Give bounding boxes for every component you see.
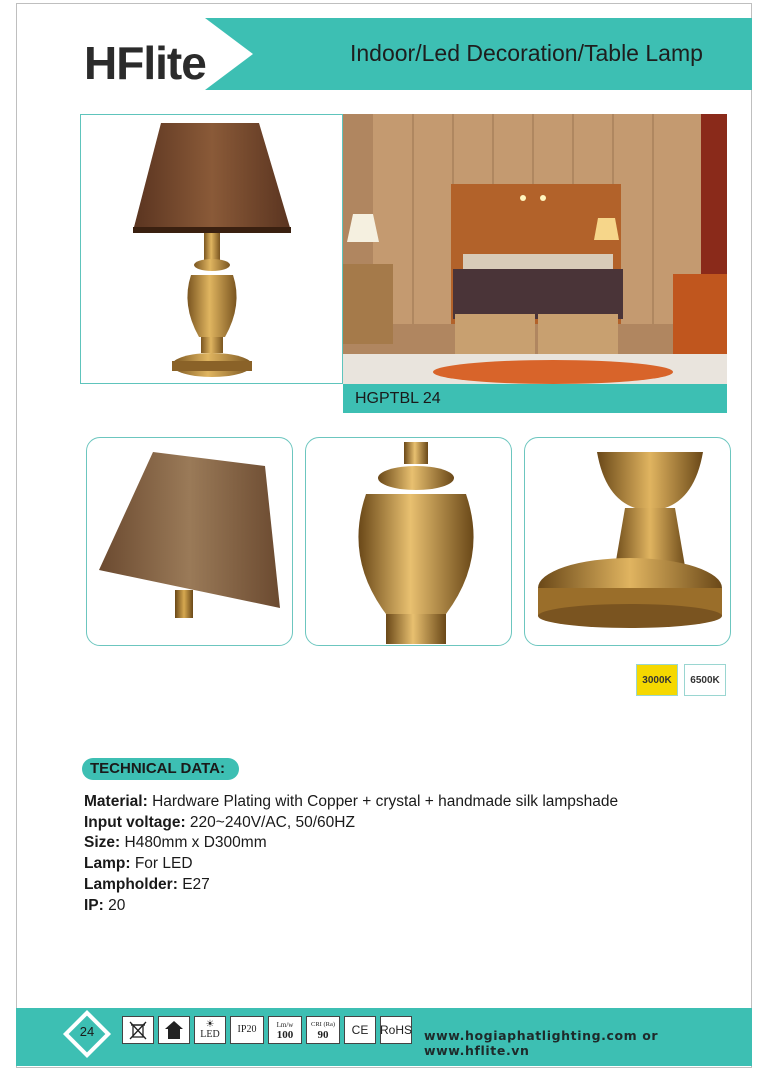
lamp-base-detail-image: [525, 438, 731, 646]
spec-ip: [84, 896, 618, 917]
lmw-cert-value: 100: [276, 1029, 294, 1041]
lmw-cert-badge: [268, 1016, 302, 1044]
rohs-cert-label: RoHS: [380, 1023, 413, 1037]
spec-value: Hardware Plating with Copper + crystal + handmade silk lampshade: [152, 793, 619, 810]
spec-label: Lampholder:: [84, 875, 178, 893]
website-links: www.hogiaphatlighting.com or www.hflite.vn: [424, 1028, 659, 1058]
ce-cert-badge: [344, 1016, 376, 1044]
spec-label: Material:: [84, 793, 148, 810]
spec-value: 220~240V/AC, 50/60HZ: [189, 813, 355, 831]
page-number: 24: [79, 1024, 95, 1039]
detail-card-body: [305, 437, 512, 646]
spec-label: Input voltage:: [84, 813, 186, 831]
spec-value: E27: [182, 875, 210, 893]
spec-label: Lamp:: [84, 855, 131, 873]
page-title: Indoor/Led Decoration/Table Lamp: [350, 40, 703, 66]
led-cert-badge: [194, 1016, 226, 1044]
weee-bin-icon: [122, 1016, 154, 1044]
lampshade-detail-image: [87, 438, 293, 646]
spec-lampholder: [84, 875, 618, 896]
cri-cert-value: 90: [317, 1029, 329, 1041]
spec-material: [84, 792, 618, 813]
main-product-photo: [80, 114, 343, 384]
table-lamp-image: [81, 115, 344, 385]
color-temp-6500k: 6500K: [684, 664, 726, 696]
led-sun-icon: ☀: [205, 1019, 215, 1030]
bedroom-image: [343, 114, 727, 384]
spec-size: [84, 833, 618, 854]
ip-cert-label: IP20: [237, 1024, 257, 1035]
spec-input-voltage: [84, 813, 618, 834]
indoor-house-icon: [158, 1016, 190, 1044]
ce-cert-label: CE: [351, 1023, 369, 1037]
detail-card-shade: [86, 437, 293, 646]
led-cert-label: LED: [200, 1029, 220, 1040]
product-code: HGPTBL 24: [355, 390, 441, 407]
spec-list: [84, 792, 618, 916]
lamp-body-detail-image: [306, 438, 512, 646]
ip-cert-badge: [230, 1016, 264, 1044]
color-temp-3000k: 3000K: [636, 664, 678, 696]
tech-data-title: TECHNICAL DATA:: [90, 760, 225, 777]
spec-value: For LED: [134, 855, 193, 873]
spec-value: H480mm x D300mm: [124, 834, 267, 852]
lmw-cert-label: Lm/w: [276, 1021, 294, 1029]
rohs-cert-badge: [380, 1016, 412, 1044]
spec-lamp: [84, 854, 618, 875]
room-scene-photo: [343, 114, 727, 384]
spec-label: Size:: [84, 834, 121, 852]
detail-card-base: [524, 437, 731, 646]
spec-value: 20: [108, 896, 126, 914]
brand-logo: HFlite: [84, 37, 206, 89]
cri-cert-label: CRI (Ra): [310, 1021, 335, 1028]
cri-cert-badge: [306, 1016, 340, 1044]
spec-label: IP:: [84, 896, 104, 914]
